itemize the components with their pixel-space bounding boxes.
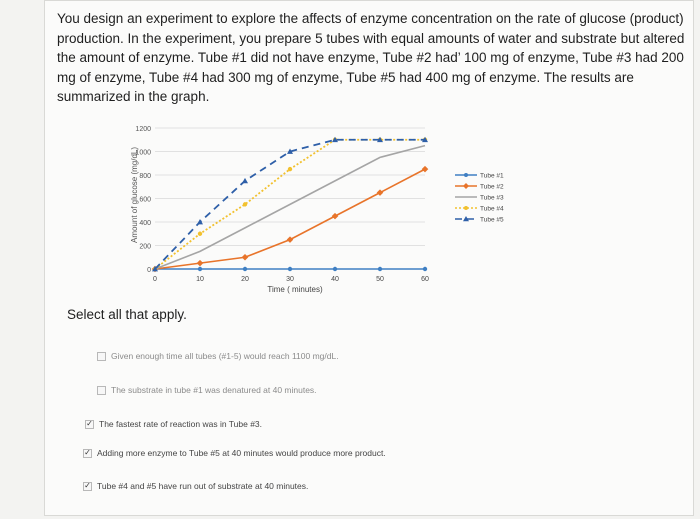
legend-label: Tube #1 (480, 172, 504, 180)
data-point (378, 267, 382, 271)
option-4-checkbox[interactable]: ✓ (84, 448, 91, 457)
option-5-label: Tube #4 and #5 have run out of substrate at 40 minutes. (97, 481, 309, 491)
x-tick-label: 60 (421, 276, 429, 283)
glucose-line-chart (85, 113, 585, 303)
data-point (287, 236, 294, 243)
y-axis-label: Amount of glucose (mg/dL) (130, 146, 139, 244)
data-point (332, 213, 339, 220)
data-point (288, 167, 292, 171)
legend-marker (464, 173, 468, 177)
data-point (198, 232, 202, 236)
data-point (243, 202, 247, 206)
chart-series (152, 137, 429, 273)
option-5-checkbox[interactable]: ✓ (84, 481, 91, 490)
y-tick-label: 1000 (135, 149, 151, 157)
option-4[interactable] (83, 448, 386, 458)
option-3[interactable] (85, 419, 262, 429)
x-tick-label: 30 (286, 276, 294, 283)
x-tick-label: 0 (153, 276, 157, 283)
legend-label: Tube #2 (480, 183, 504, 191)
question-text: You design an experiment to explore the affects of enzyme concentration on the rate of glucose (product) production. In the experiment, you prepare 5 tubes with equal amounts of water and substrate but altered the amount of enzyme. Tube #1 did not have enzyme, Tube #2 had’ 100 mg of enzyme, Tube #3 had 200 mg of enzyme, Tube #4 had 300 mg of enzyme, Tube #5 had 400 mg of enzyme. The results are summarized in the graph. (57, 11, 685, 104)
option-2[interactable] (97, 385, 317, 395)
y-tick-label: 600 (139, 196, 151, 204)
data-point (377, 189, 384, 196)
data-point (243, 267, 247, 271)
y-tick-label: 1200 (135, 126, 151, 133)
data-point (242, 254, 249, 261)
chart-legend (455, 173, 504, 224)
data-point (423, 267, 427, 271)
option-2-label: The substrate in tube #1 was denatured at 40 minutes. (111, 385, 317, 395)
x-tick-label: 50 (376, 276, 384, 283)
legend-label: Tube #3 (480, 194, 504, 202)
data-point (197, 260, 204, 267)
option-4-label: Adding more enzyme to Tube #5 at 40 minutes would produce more product. (97, 448, 386, 458)
x-tick-label: 10 (196, 276, 204, 283)
x-axis-label: Time ( minutes) (267, 285, 323, 294)
x-tick-label: 20 (241, 276, 249, 283)
legend-label: Tube #4 (480, 205, 504, 213)
y-tick-label: 200 (139, 243, 151, 251)
y-tick-label: 800 (139, 173, 151, 180)
instruction-text: Select all that apply. (67, 307, 187, 322)
series-line-tube-2 (155, 169, 425, 269)
legend-marker (464, 206, 468, 210)
series-line-tube-3 (155, 146, 425, 269)
option-1-checkbox[interactable] (97, 352, 106, 361)
x-axis-tick-labels (153, 276, 429, 283)
legend-label: Tube #5 (480, 216, 504, 224)
legend-marker (463, 183, 469, 189)
y-tick-label: 400 (139, 220, 151, 227)
data-point (242, 178, 248, 183)
data-point (333, 267, 337, 271)
option-2-checkbox[interactable] (97, 386, 106, 395)
data-point (422, 166, 429, 173)
data-point (198, 267, 202, 271)
question-card (44, 0, 694, 516)
option-1[interactable] (97, 351, 339, 361)
option-5[interactable] (83, 481, 308, 491)
y-tick-label: 0 (147, 267, 151, 274)
data-point (288, 267, 292, 271)
option-3-checkbox[interactable]: ✓ (86, 419, 93, 428)
option-3-label: The fastest rate of reaction was in Tube #3. (99, 419, 263, 429)
x-tick-label: 40 (331, 276, 339, 283)
option-1-label: Given enough time all tubes (#1-5) would reach 1100 mg/dL. (111, 351, 339, 361)
